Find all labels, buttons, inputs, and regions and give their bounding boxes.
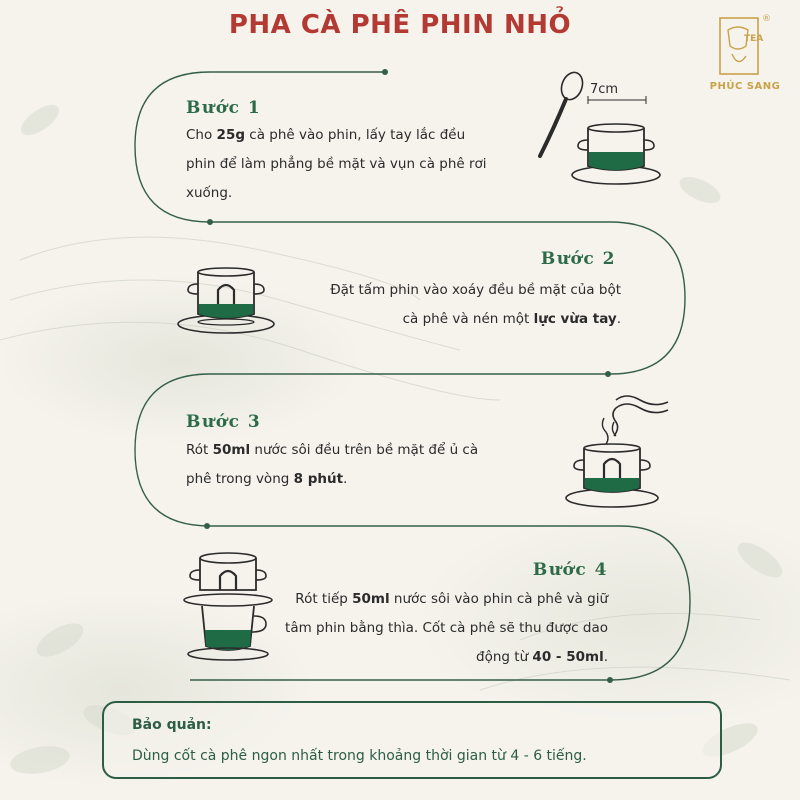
dimension-arrow bbox=[588, 96, 646, 104]
filter-press-icon bbox=[178, 268, 274, 333]
steam-icon bbox=[602, 418, 616, 444]
storage-title: Bảo quản: bbox=[132, 717, 212, 733]
filter-cup-icon bbox=[572, 124, 660, 184]
step-4-text: Rót tiếp 50ml nước sôi vào phin cà phê và giữ tâm phin bằng thìa. Cốt cà phê sẽ thu được dao động từ 40 - 50ml. bbox=[285, 591, 608, 665]
brand-name: PHÚC SANG bbox=[709, 81, 781, 92]
step-3-label: Bước 3 bbox=[186, 412, 262, 432]
step-2-text: Đặt tấm phin vào xoáy đều bề mặt của bột cà phê và nén một lực vừa tay. bbox=[330, 282, 621, 327]
pouring-water-icon bbox=[613, 396, 668, 436]
page-title: PHA CÀ PHÊ PHIN NHỎ bbox=[228, 10, 572, 40]
step-3-text: Rót 50ml nước sôi đều trên bề mặt để ủ cà phê trong vòng 8 phút. bbox=[186, 442, 479, 487]
logo-text: TEA bbox=[744, 34, 764, 44]
step-1-label: Bước 1 bbox=[186, 98, 262, 118]
step-1-text: Cho 25g cà phê vào phin, lấy tay lắc đều phin để làm phẳng bề mặt và vụn cà phê rơi xuống. bbox=[186, 127, 487, 201]
step-3-illustration bbox=[560, 388, 680, 513]
storage-box bbox=[102, 701, 722, 779]
step-4-label: Bước 4 bbox=[532, 560, 608, 580]
step-2-label: Bước 2 bbox=[540, 249, 616, 269]
dimension-label: 7cm bbox=[590, 82, 619, 97]
registered-mark: ® bbox=[762, 14, 771, 24]
step-4-illustration bbox=[176, 546, 286, 666]
filter-brewing-icon bbox=[566, 444, 658, 507]
storage-text: Dùng cốt cà phê ngon nhất trong khoảng thời gian từ 4 - 6 tiếng. bbox=[132, 748, 587, 764]
filter-on-glass-icon bbox=[184, 553, 272, 660]
step-2-illustration bbox=[174, 262, 284, 342]
